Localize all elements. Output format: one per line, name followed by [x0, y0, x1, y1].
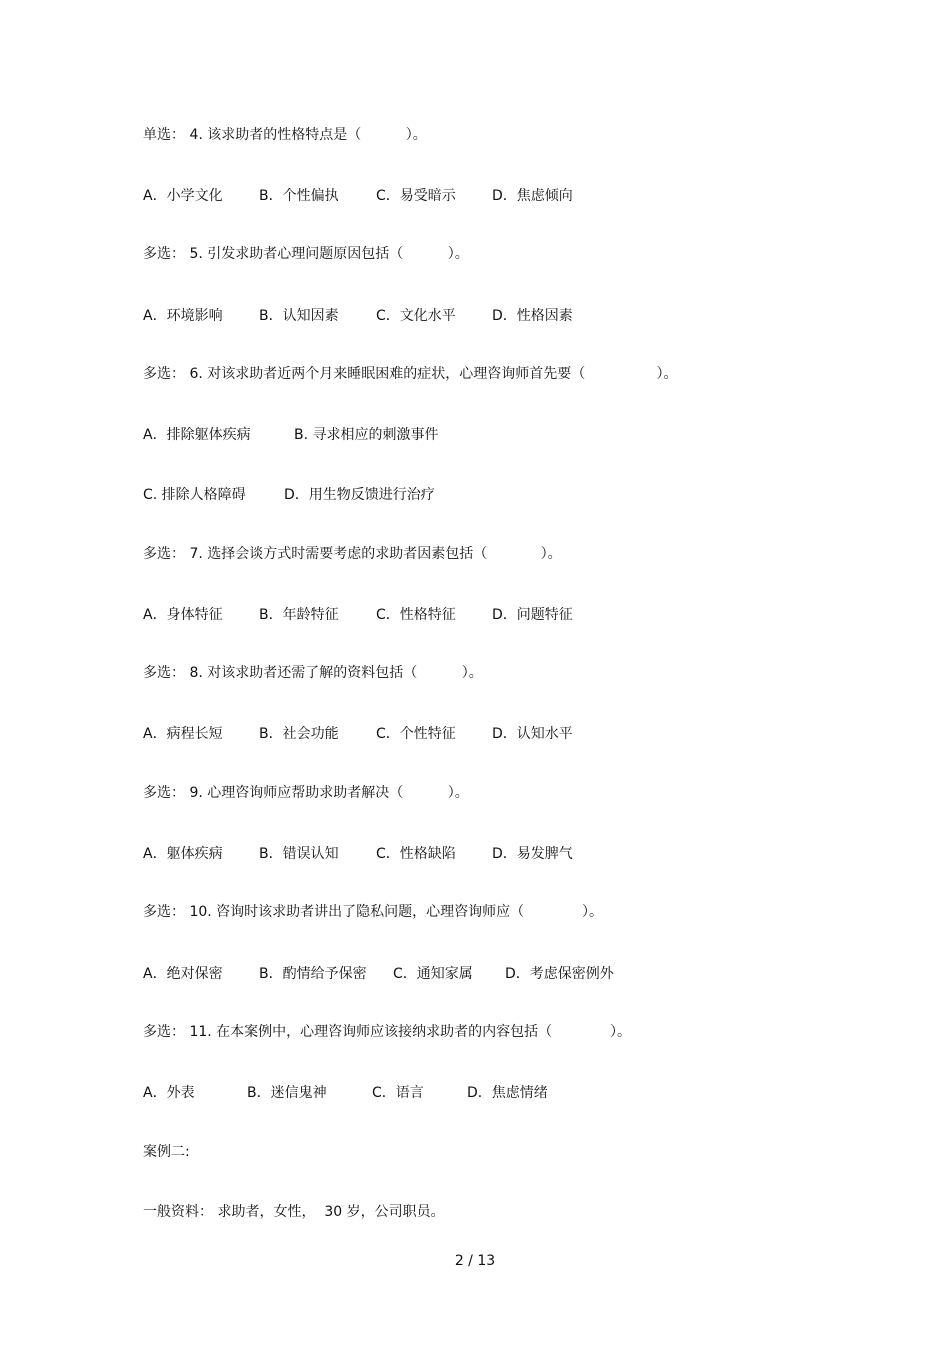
option-d: D．认知水平 — [492, 726, 573, 742]
question-prompt: 多选： 7. 选择会谈方式时需要考虑的求助者因素包括（ ）。 — [143, 546, 562, 562]
option-a: A．绝对保密 — [143, 966, 223, 982]
option-c: C．易受暗示 — [376, 188, 456, 204]
question-prompt: 多选： 5. 引发求助者心理问题原因包括（ ）。 — [143, 246, 469, 262]
option-a: A．小学文化 — [143, 188, 223, 204]
option-b: B．社会功能 — [259, 726, 339, 742]
question-prompt: 多选： 9. 心理咨询师应帮助求助者解决（ ）。 — [143, 785, 469, 801]
question-prompt: 单选： 4. 该求助者的性格特点是（ ）。 — [143, 127, 427, 143]
option-d: D．用生物反馈进行治疗 — [284, 487, 435, 503]
page-number: 2 / 13 — [454, 1253, 496, 1269]
option-a: A．病程长短 — [143, 726, 223, 742]
option-c: C．文化水平 — [376, 308, 456, 324]
option-b: B．错误认知 — [259, 846, 339, 862]
option-b: B．迷信鬼神 — [247, 1085, 327, 1101]
option-c: C. 排除人格障碍 — [143, 487, 246, 503]
option-b: B．认知因素 — [259, 308, 339, 324]
option-a: A．身体特征 — [143, 607, 223, 623]
option-a: A．躯体疾病 — [143, 846, 223, 862]
question-prompt: 多选： 8. 对该求助者还需了解的资料包括（ ）。 — [143, 665, 483, 681]
option-a: A．外表 — [143, 1085, 195, 1101]
option-d: D．性格因素 — [492, 308, 573, 324]
question-prompt: 多选： 6. 对该求助者近两个月来睡眠困难的症状，心理咨询师首先要（ ）。 — [143, 366, 678, 382]
question-prompt: 多选： 11. 在本案例中，心理咨询师应该接纳求助者的内容包括（ ）。 — [143, 1024, 632, 1040]
option-c: C．语言 — [372, 1085, 424, 1101]
option-d: D．焦虑情绪 — [467, 1085, 548, 1101]
option-d: D．易发脾气 — [492, 846, 573, 862]
option-a: A．环境影响 — [143, 308, 223, 324]
option-b: B．酌情给予保密 — [259, 966, 367, 982]
option-d: D．焦虑倾向 — [492, 188, 573, 204]
option-d: D．考虑保密例外 — [505, 966, 614, 982]
option-b: B. 寻求相应的刺激事件 — [294, 427, 439, 443]
option-b: B．个性偏执 — [259, 188, 339, 204]
general-info: 一般资料： 求助者，女性， 30 岁，公司职员。 — [143, 1204, 445, 1220]
case-title: 案例二: — [143, 1144, 190, 1160]
option-a: A．排除躯体疾病 — [143, 427, 251, 443]
option-c: C．个性特征 — [376, 726, 456, 742]
option-b: B．年龄特征 — [259, 607, 339, 623]
option-d: D．问题特征 — [492, 607, 573, 623]
option-c: C．性格特征 — [376, 607, 456, 623]
option-c: C．通知家属 — [393, 966, 473, 982]
option-c: C．性格缺陷 — [376, 846, 456, 862]
question-prompt: 多选： 10. 咨询时该求助者讲出了隐私问题，心理咨询师应（ ）。 — [143, 904, 604, 920]
